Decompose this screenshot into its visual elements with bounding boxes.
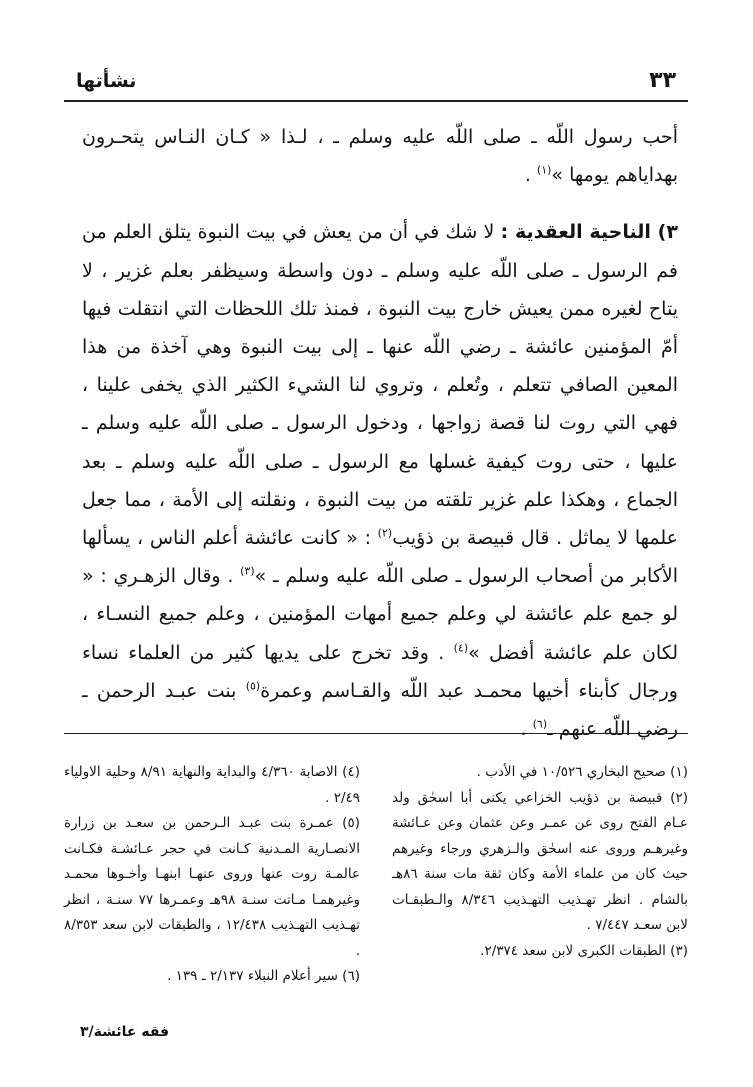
paragraph-2-end: . — [520, 718, 533, 741]
footnote-4: (٤) الاصابة ٤/٣٦٠ والبداية والنهاية ٨/٩١ وحلية الاولياء ٢/٤٩ . — [64, 764, 360, 806]
paragraph-1-end: . — [524, 164, 537, 187]
section-heading-creedal: ٣) الناحية العقدية : — [500, 221, 678, 244]
page-header — [64, 68, 688, 94]
header-divider — [64, 100, 688, 102]
page-number: ٣٣ — [649, 68, 676, 93]
running-title: نشأتها — [76, 70, 137, 92]
paragraph-2-text-a: لا شك في أن من يعش في بيت النبوة يتلق العلم من فم الرسول ـ صلى اللّه عليه وسلم ـ دون واسطة وسيظفر بعلم غزير ، لا يتاح لغيره ممن يعيش خارج بيت النبوة ، فمنذ تلك اللحظات التي انتقلت فيها أمّ المؤمنين عائشة ـ رضي اللّه عنها ـ إلى بيت النبوة وهي آخذة من هذا المعين الصافي تتعلم ، وتُعلم ، وتروي لنا الشيء الكثير الذي يخفى علينا ، فهي التي روت لنا قصة زواجها ، ودخول الرسول ـ صلى اللّه عليه وسلم ـ عليها ، حتى روت كيفية غسلها مع الرسول ـ صلى اللّه عليه وسلم ـ بعد الجماع ، وهكذا علم غزير تلقته من بيت النبوة ، ونقلته إلى الأمة ، مما جعل علمها لا يماثل . قال قبيصة بن ذؤيب — [82, 221, 678, 550]
footnote-2: (٢) قبيصة بن ذؤيب الخزاعي يكنى أبا اسحٰق ولد عـام الفتح روى عن عمـر وعن عثمان وعن عـائشة وغيرهـم وروى عنه اسحٰق والـزهري ورجاء وغيرهم حيث كان من علماء الأمة وكان ثقة مات سنة ٨٦هـ بالشام . انظر تهـذيب التهـذيب ٨/٣٤٦ والـطبقـات لابن سعـد ٧/٤٤٧ . — [392, 789, 689, 933]
footnote-ref-4[interactable]: (٤) — [453, 641, 469, 655]
footnote-ref-3[interactable]: (٣) — [240, 564, 255, 578]
footnote-ref-1[interactable]: (١) — [536, 163, 552, 177]
main-text — [82, 118, 678, 748]
footnote-ref-2[interactable]: (٢) — [377, 526, 393, 540]
paragraph-1 — [82, 118, 678, 194]
paragraph-2-text-c: . وقال الزهـري : « لو جمع علم عائشة لي وعلم جميع أمهات المؤمنين ، وعلم جميع النسـاء ، لكان علم عائشة أفضل » — [82, 565, 678, 664]
paragraph-2 — [82, 213, 678, 748]
footnote-ref-6[interactable]: (٦) — [532, 717, 548, 731]
paragraph-2-text-b: : « كانت عائشة أعلم الناس ، يسألها الأكابر من أصحاب الرسول ـ صلى اللّه عليه وسلم ـ » — [82, 527, 679, 588]
footnote-5: (٥) عمـرة بنت عبـد الـرحمن بن سعـد بن زرارة الانصـارية المـدنية كـانت في حجر عـائشـة فكـانت عالمـة روت عنها وروى عنهـا ابنهـا وأخـوها محمـد وغيرهمـا مـاتت سنـة ٩٨هـ وعمـرها ٧٧ سنـة ، انظر تهـذيب التهـذيب ١٢/٤٣٨ ، والطبقات لابن سعد ٨/٣٥٣ . — [64, 815, 360, 959]
footnotes-right-column — [392, 760, 688, 964]
footnotes-left-column — [64, 760, 360, 990]
footnote-1: (١) صحيح البخاري ١٠/٥٢٦ في الأدب . — [476, 764, 688, 780]
paragraph-1-text: أحب رسول اللّه ـ صلى اللّه عليه وسلم ـ ، لـذا « كـان النـاس يتحـرون بهداياهم يومها » — [82, 126, 678, 187]
footnote-divider — [64, 733, 688, 734]
signature-mark: فقه عائشة/٣ — [80, 1024, 170, 1040]
footnote-6: (٦) سير أعلام النبلاء ٢/١٣٧ ـ ١٣٩ . — [167, 968, 360, 984]
footnote-3: (٣) الطبقات الكبرى لابن سعد ٢/٣٧٤. — [480, 942, 688, 959]
paragraph-2-text-d: . وقد تخرج على يديها كثير من العلماء نساء ورجال كأبناء أخيها محمـد عبد اللّه والقـاسم وعمرة — [82, 641, 678, 702]
footnote-ref-5[interactable]: (٥) — [245, 679, 261, 693]
paragraph-2-text-e: بنت عبـد الرحمن ـ رضي اللّه عنهم ـ — [82, 679, 678, 741]
